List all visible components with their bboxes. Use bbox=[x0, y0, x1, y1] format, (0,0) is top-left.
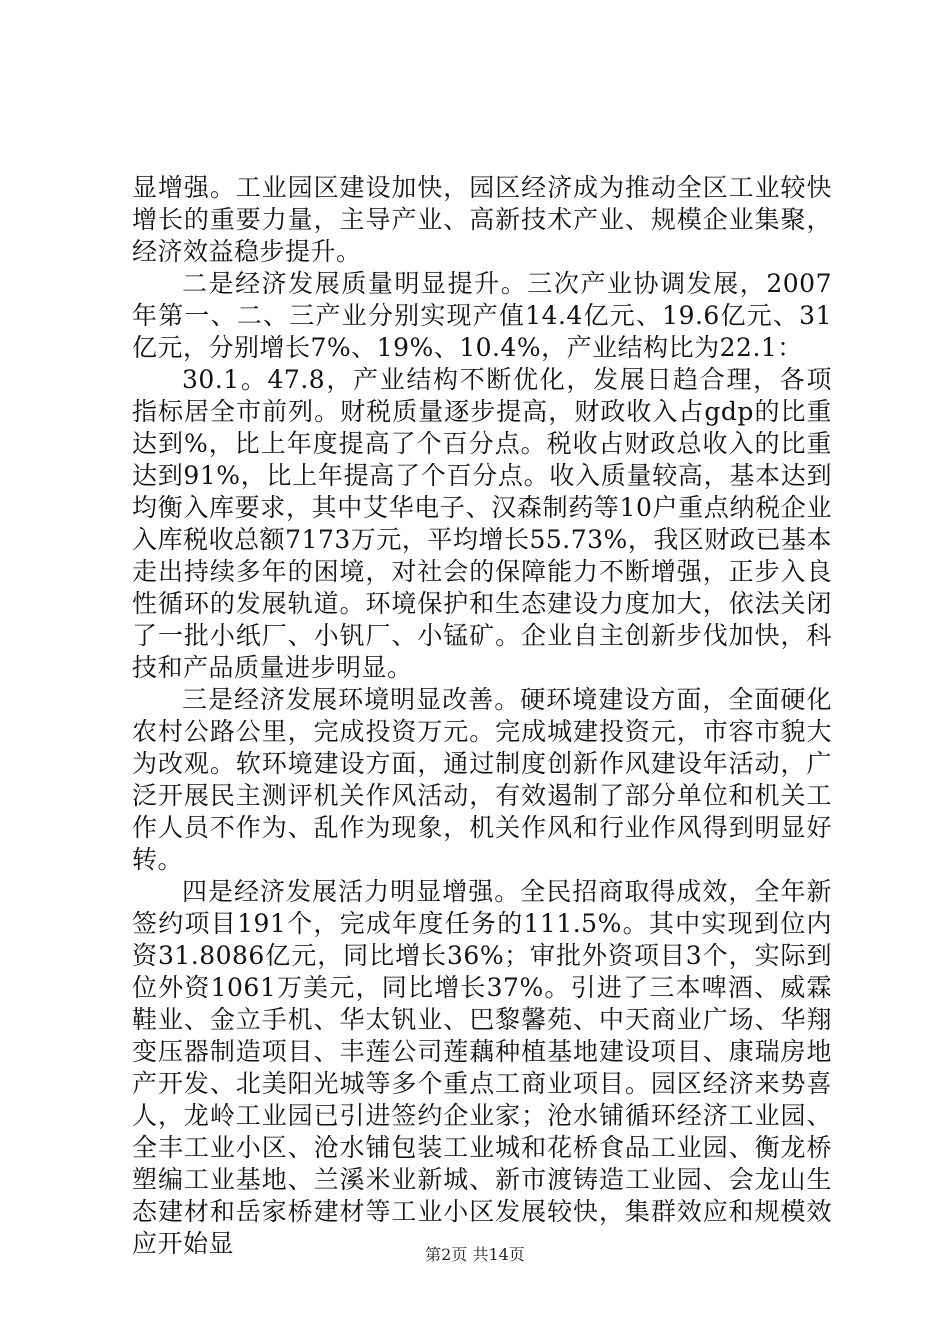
paragraph-environment: 三是经济发展环境明显改善。硬环境建设方面，全面硬化农村公路公里，完成投资万元。完成城建投资元，市容市貌大为改观。软环境建设方面，通过制度创新作风建设年活动，广泛开展民主测评机关作风活动，有效遏制了部分单位和机关工作人员不作为、乱作为现象，机关作风和行业作风得到明显好转。 bbox=[132, 685, 832, 874]
paragraph-fiscal: 30.1。47.8，产业结构不断优化，发展日趋合理，各项指标居全市前列。财税质量逐步提高，财政收入占gdp的比重达到%，比上年度提高了个百分点。税收占财政总收入的比重达到91%，比上年提高了个百分点。收入质量较高，基本达到均衡入库要求，其中艾华电子、汉森制药等10户重点纳税企业入库税收总额7173万元，平均增长55.73%，我区财政已基本走出持续多年的困境，对社会的保障能力不断增强，正步入良性循环的发展轨道。环境保护和生态建设力度加大，依法关闭了一批小纸厂、小钒厂、小锰矿。企业自主创新步伐加快，科技和产品质量进步明显。 bbox=[132, 365, 832, 682]
document-body bbox=[132, 172, 832, 1260]
page-number-footer: 第2页 共14页 bbox=[425, 1245, 525, 1264]
paragraph-vitality: 四是经济发展活力明显增强。全民招商取得成效，全年新签约项目191个，完成年度任务的111.5%。其中实现到位内资31.8086亿元，同比增长36%；审批外资项目3个，实际到位外资1061万美元，同比增长37%。引进了三本啤酒、威霖鞋业、金立手机、华太钒业、巴黎馨苑、中天商业广场、华翔变压器制造项目、丰莲公司莲藕种植基地建设项目、康瑞房地产开发、北美阳光城等多个重点工商业项目。园区经济来势喜人，龙岭工业园已引进签约企业家；沧水铺循环经济工业园、全丰工业小区、沧水铺包装工业城和花桥食品工业园、衡龙桥塑编工业基地、兰溪米业新城、新市渡铸造工业园、会龙山生态建材和岳家桥建材等工业小区发展较快，集群效应和规模效应开始显 bbox=[132, 877, 832, 1258]
paragraph-continuation: 显增强。工业园区建设加快，园区经济成为推动全区工业较快增长的重要力量，主导产业、高新技术产业、规模企业集聚，经济效益稳步提升。 bbox=[132, 173, 832, 266]
paragraph-quality: 二是经济发展质量明显提升。三次产业协调发展，2007年第一、二、三产业分别实现产值14.4亿元、19.6亿元、31亿元，分别增长7%、19%、10.4%，产业结构比为22.1： bbox=[132, 269, 832, 362]
